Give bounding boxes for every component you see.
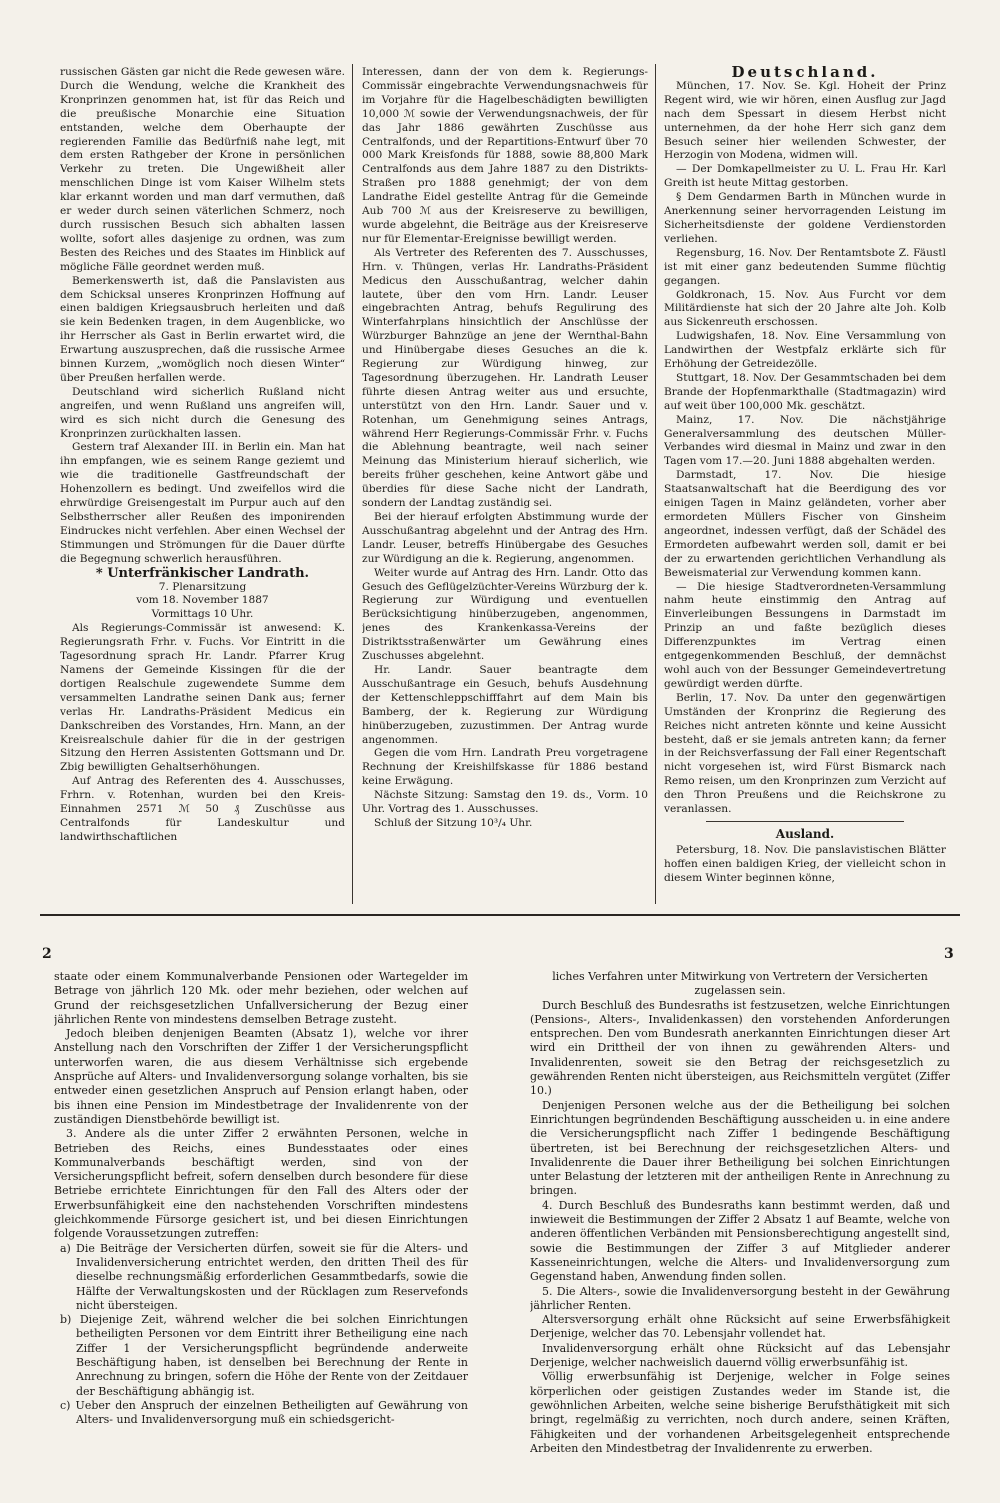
paragraph: Goldkronach, 15. Nov. Aus Furcht vor dem Militärdienste hat sich der 20 Jahre alte Joh. Kolb aus Sickenreuth erschossen. bbox=[664, 288, 946, 329]
session-time: Vormittags 10 Uhr. bbox=[151, 608, 254, 621]
paragraph: Schluß der Sitzung 10³/₄ Uhr. bbox=[374, 816, 533, 829]
section-heading-deutschland: Deutschland. bbox=[731, 66, 879, 81]
bottom-left-page bbox=[54, 970, 468, 1482]
paragraph: Ludwigshafen, 18. Nov. Eine Versammlung von Landwirthen der Westpfalz erklärte sich für Erhöhung der Getreidezölle. bbox=[664, 330, 946, 371]
list-item: a) Die Beiträge der Versicherten dürfen, soweit sie für die Alters- und Invalidenversicherung entrichtet werden, den dritten Theil des für dieselbe rechnungsmäßig erforderlichen Gesammtbedarfs, sowie die Hälfte der Verwaltungskosten und der Rücklagen zum Reservefonds nicht übersteigen. bbox=[60, 1241, 468, 1312]
paragraph: 4. Durch Beschluß des Bundesraths kann bestimmt werden, daß und inwieweit die Bestimmungen der Ziffer 2 Absatz 1 auf Beamte, welche von anderen öffentlichen Verbänden mit Pensionsberechtigung angestellt sind, sowie die Bestimmungen der Ziffer 3 auf Mitglieder anderer Kasseneinrichtungen, welche die Alters- und Invalidenversorgung zum Gegenstand haben, Anwendung finden sollen. bbox=[530, 1198, 950, 1284]
section-divider bbox=[706, 821, 903, 822]
top-column-3 bbox=[664, 66, 946, 912]
paragraph: Denjenigen Personen welche aus der die Betheiligung bei solchen Einrichtungen begründenden Beschäftigung ausscheiden u. in eine andere die Versicherungspflicht nach Ziffer 1 bedingende Beschäftigung übertreten, ist bei Berechnung der reichsgesetzlichen Alters- und Invalidenrente die Dauer ihrer Betheiligung bei solchen Einrichtungen unter Belastung der letzteren mit der antheiligen Rente in Anrechnung zu bringen. bbox=[530, 1098, 950, 1198]
paragraph: Darmstadt, 17. Nov. Die hiesige Staatsanwaltschaft hat die Beerdigung des vor einigen Tagen in Mainz geländeten, vorher aber ermordeten Müllers Fischer von Ginsheim angeordnet, indessen verfügt, daß der Schädel des Ermordeten aufbewahrt werden soll, damit er bei der zu erwartenden gerichtlichen Verhandlung als Beweismaterial zur Verwendung kommen kann. bbox=[664, 469, 946, 579]
list-item: c) Ueber den Anspruch der einzelnen Betheiligten auf Gewährung von Alters- und Invalidenversorgung muß ein schiedsgericht- bbox=[60, 1398, 468, 1427]
paragraph: Berlin, 17. Nov. Da unter den gegenwärtigen Umständen der Kronprinz die Regierung des Reiches nicht antreten könnte und keine Aussicht besteht, daß er sie jemals antreten kann; da ferner in der Reichsverfassung der Fall einer Regentschaft nicht vorgesehen ist, wird Fürst Bismarck nach Remo reisen, um den Kronprinzen zum Verzicht auf den Thron Preußens und die Reichskrone zu veranlassen. bbox=[664, 691, 946, 816]
session-date: vom 18. November 1887 bbox=[136, 594, 269, 607]
paragraph: staate oder einem Kommunalverbande Pensionen oder Wartegelder im Betrage von jährlich 120 Mk. oder mehr beziehen, oder welchen auf Grund der reichsgesetzlichen Unfallversicherung der Bezug einer jährlichen Rente von mindestens demselben Betrage zusteht. bbox=[54, 970, 468, 1026]
page-divider bbox=[40, 914, 960, 916]
column-divider bbox=[655, 64, 656, 904]
paragraph: 5. Die Alters-, sowie die Invalidenversorgung besteht in der Gewährung jährlicher Renten. bbox=[530, 1284, 950, 1312]
paragraph: Bei der hierauf erfolgten Abstimmung wurde der Ausschußantrag abgelehnt und der Antrag des Hrn. Landr. Leuser, betreffs Hinübergabe des Gesuches zur Würdigung an die k. Regierung, angenommen. bbox=[362, 511, 648, 565]
session-number: 7. Plenarsitzung bbox=[158, 580, 247, 593]
paragraph: Regensburg, 16. Nov. Der Rentamtsbote Z. Fäustl ist mit einer ganz bedeutenden Summe flüchtig gegangen. bbox=[664, 246, 946, 287]
paragraph: russischen Gästen gar nicht die Rede gewesen wäre. Durch die Wendung, welche die Krankheit des Kronprinzen genommen hat, ist für das Reich und die preußische Monarchie eine Situation entstanden, welche dem Oberhaupte der regierenden Familie das Bedürfniß nahe legt, mit dem ersten Rathgeber der Krone in persönlichen Verkehr zu treten. Die Ungewißheit aller menschlichen Dinge ist vom Kaiser Wilhelm stets klar erkannt worden und man darf vermuthen, daß er weder durch seinen väterlichen Schmerz, noch durch russischen Besuch sich abhalten lassen wollte, sofort alles dasjenige zu ordnen, was zum Besten des Reiches und des Staates im Hinblick auf mögliche Fälle geordnet werden muß. bbox=[60, 66, 345, 273]
paragraph: 3. Andere als die unter Ziffer 2 erwähnten Personen, welche in Betrieben des Reichs, eines Bundesstaates oder eines Kommunalverbands beschäftigt werden, sind von der Versicherungspflicht befreit, sofern denselben durch besondere für diese Betriebe errichtete Einrichtungen für den Fall des Alters oder der Erwerbsunfähigkeit eine den nachstehenden Vorschriften mindestens gleichkommende Fürsorge gesichert ist, und bei diesen Einrichtungen folgende Voraussetzungen zutreffen: bbox=[54, 1127, 468, 1241]
paragraph: Als Vertreter des Referenten des 7. Ausschusses, Hrn. v. Thüngen, verlas Hr. Landraths-Präsident Medicus den Ausschußantrag, welcher dahin lautete, über den vom Hrn. Landr. Leuser eingebrachten Antrag, behufs Regulirung des Winterfahrplans hinsichtlich der Anschlüsse der Würzburger Bahnzüge an jene der Wernthal-Bahn und Hinübergabe dieses Gesuches an die k. Regierung zur Würdigung hinweg, zur Tagesordnung überzugehen. Hr. Landrath Leuser führte diesen Antrag weiter aus und ersuchte, unterstützt von den Hrn. Landr. Sauer und v. Rotenhan, um Genehmigung seines Antrags, während Herr Regierungs-Commissär Frhr. v. Fuchs die Ablehnung beantragte, weil nach seiner Meinung das Ministerium hierauf sicherlich, wie bereits früher geschehen, keine Antwort gäbe und überdies für diese Sache nicht der Landrath, sondern der Landtag zuständig sei. bbox=[362, 246, 648, 510]
paragraph: Durch Beschluß des Bundesraths ist festzusetzen, welche Einrichtungen (Pensions-, Alters-, Invalidenkassen) den vorstehenden Anforderungen entsprechen. Den vom Bundesrath anerkannten Einrichtungen dieser Art wird ein Drittheil der von ihnen zu gewährenden Alters- und Invalidenrenten, soweit sie den Betrag der reichsgesetzlich zu gewährenden Renten nicht übersteigen, aus Reichsmitteln vergütet (Ziffer 10.) bbox=[530, 998, 950, 1098]
paragraph: Stuttgart, 18. Nov. Der Gesammtschaden bei dem Brande der Hopfenmarkthalle (Stadtmagazin) wird auf weit über 100,000 Mk. geschätzt. bbox=[664, 371, 946, 412]
page-number-right: 3 bbox=[944, 946, 954, 962]
paragraph: Altersversorgung erhält ohne Rücksicht auf seine Erwerbsfähigkeit Derjenige, welcher das 70. Lebensjahr vollendet hat. bbox=[530, 1313, 950, 1341]
paragraph: Invalidenversorgung erhält ohne Rücksicht auf das Lebensjahr Derjenige, welcher nachweislich dauernd völlig erwerbsunfähig ist. bbox=[530, 1341, 950, 1370]
section-heading-ausland: Ausland. bbox=[775, 826, 835, 841]
paragraph: Gestern traf Alexander III. in Berlin ein. Man hat ihn empfangen, wie es seinem Range geziemt und wie die traditionelle Gastfreundschaft der Hohenzollern es bedingt. Und zweifellos wird die ehrwürdige Greisengestalt im Purpur auch auf den Selbstherrscher aller Reußen des imponirenden Eindruckes nicht verfehlen. Aber einen Wechsel der Stimmungen und Strömungen für die Dauer dürfte die Begegnung schwerlich herausführen. bbox=[60, 441, 345, 565]
paragraph: Auf Antrag des Referenten des 4. Ausschusses, Frhrn. v. Rotenhan, wurden bei den Kreis-Einnahmen 2571 ℳ 50 ₰ Zuschüsse aus Centralfonds für Landeskultur und landwirthschaftlichen bbox=[60, 775, 345, 843]
paragraph: Völlig erwerbsunfähig ist Derjenige, welcher in Folge seines körperlichen oder geistigen Zustandes weder im Stande ist, die gewöhnlichen Arbeiten, welche seine bisherige Berufsthätigkeit mit sich bringt, regelmäßig zu verrichten, noch durch andere, seinen Kräften, Fähigkeiten und der vorhandenen Arbeitsgelegenheit entsprechende Arbeiten den Mindestbetrag der Invalidenrente zu erwerben. bbox=[530, 1370, 950, 1455]
paragraph: — Die hiesige Stadtverordneten-Versammlung nahm heute einstimmig den Antrag auf Einverleibungen Bessungens in Darmstadt im Prinzip an und faßte bezüglich dieses Differenzpunktes im Vertrag einen entgegenkommenden Beschluß, der demnächst wohl auch von der Bessunger Gemeindevertretung gewürdigt werden dürfte. bbox=[664, 580, 946, 690]
paragraph: Mainz, 17. Nov. Die nächstjährige Generalversammlung des deutschen Müller-Verbandes wird diesmal in Mainz und zwar in den Tagen vom 17.—20. Juni 1888 abgehalten werden. bbox=[664, 413, 946, 468]
list-item: b) Diejenige Zeit, während welcher die bei solchen Einrichtungen betheiligten Personen vor dem Eintritt ihrer Betheiligung eine nach Ziffer 1 der Versicherungspflicht begründende anderweite Beschäftigung haben, ist denselben bei Berechnung der Rente in Anrechnung zu bringen, sofern die Höhe der Rente von der Zeitdauer der Beschäftigung abhängig ist. bbox=[60, 1313, 468, 1398]
section-heading-landrath: * Unterfränkischer Landrath. bbox=[95, 565, 310, 581]
paragraph: § Dem Gendarmen Barth in München wurde in Anerkennung seiner hervorragenden Leistung im Sicherheitsdienste der goldene Verdienstorden verliehen. bbox=[664, 191, 946, 245]
paragraph: Bemerkenswerth ist, daß die Panslavisten aus dem Schicksal unseres Kronprinzen Hoffnung auf einen baldigen Kriegsausbruch herleiten und daß sie kein Bedenken tragen, in dem Augenblicke, wo ihr Herrscher als Gast in Berlin erwartet wird, die Erwartung auszusprechen, daß die russische Armee binnen Kurzem, „womöglich noch diesen Winter“ über Preußen herfallen werde. bbox=[60, 274, 345, 384]
paragraph: Als Regierungs-Commissär ist anwesend: K. Regierungsrath Frhr. v. Fuchs. Vor Eintritt in die Tagesordnung sprach Hr. Landr. Pfarrer Krug Namens der Gemeinde Kissingen für die der dortigen Realschule zugewendete Summe dem versammelten Landrathe seinen Dank aus; ferner verlas Hr. Landraths-Präsident Medicus ein Dankschreiben des Vorstandes, Hrn. Mann, an der Kreisrealschule dahier für die in der gestrigen Sitzung den Herren Assistenten Gottsmann und Dr. Zbig bewilligten Gehaltserhöhungen. bbox=[60, 622, 345, 774]
paragraph: Weiter wurde auf Antrag des Hrn. Landr. Otto das Gesuch des Geflügelzüchter-Vereins Würzburg der k. Regierung zur Würdigung und eventuellen Berücksichtigung hinüberzugeben, angenommen, jenes des Krankenkassa-Vereins der Distriktsstraßenwärter um Gewährung eines Zuschusses abgelehnt. bbox=[362, 566, 648, 663]
paragraph: Petersburg, 18. Nov. Die panslavistischen Blätter hoffen einen baldigen Krieg, der vielleicht schon in diesem Winter beginnen könne, bbox=[664, 843, 946, 884]
bottom-right-page bbox=[530, 970, 950, 1482]
paragraph: Hr. Landr. Sauer beantragte dem Ausschußantrage ein Gesuch, behufs Ausdehnung der Kettenschleppschifffahrt auf dem Main bis Bamberg, der k. Regierung zur Würdigung hinüberzugeben, zuzustimmen. Der Antrag wurde angenommen. bbox=[362, 663, 648, 746]
paragraph: Nächste Sitzung: Samstag den 19. ds., Vorm. 10 Uhr. Vortrag des 1. Ausschusses. bbox=[362, 789, 648, 816]
paragraph: Interessen, dann der von dem k. Regierungs-Commissär eingebrachte Verwendungsnachweis für im Vorjahre für die Hagelbeschädigten bewilligten 10,000 ℳ sowie der Verwendungsnachweis, der für das Jahr 1886 gewährten Zuschüsse aus Centralfonds, und der Repartitions-Entwurf über 70 000 Mark Kreisfonds für 1888, sowie 88,800 Mark Centralfonds aus dem Jahre 1887 zu den Distrikts-Straßen pro 1888 genehmigt; der von dem Landrathe Eidel gestellte Antrag für die Gemeinde Aub 700 ℳ aus der Kreisreserve zu bewilligen, wurde abgelehnt, die Beiträge aus der Kreisreserve nur für Elementar-Ereignisse bewilligt werden. bbox=[362, 66, 648, 245]
page-number-left: 2 bbox=[42, 946, 52, 962]
top-column-2 bbox=[362, 66, 648, 912]
paragraph: — Der Domkapellmeister zu U. L. Frau Hr. Karl Greith ist heute Mittag gestorben. bbox=[664, 163, 946, 190]
paragraph: München, 17. Nov. Se. Kgl. Hoheit der Prinz Regent wird, wie wir hören, einen Ausflug zur Jagd nach dem Spessart in diesem Herbst nicht unternehmen, da der hohe Herr sich ganz dem Besuch seiner hier weilenden Schwester, der Herzogin von Modena, widmen will. bbox=[664, 79, 946, 162]
top-column-1 bbox=[60, 66, 345, 912]
paragraph: liches Verfahren unter Mitwirkung von Vertretern der Versicherten zugelassen sein. bbox=[552, 970, 928, 998]
column-divider bbox=[352, 64, 353, 904]
paragraph: Gegen die vom Hrn. Landrath Preu vorgetragene Rechnung der Kreishilfskasse für 1886 bestand keine Erwägung. bbox=[362, 747, 648, 788]
paragraph: Jedoch bleiben denjenigen Beamten (Absatz 1), welche vor ihrer Anstellung nach den Vorschriften der Ziffer 1 der Versicherungspflicht unterworfen waren, die aus diesem Verhältnisse sich ergebende Ansprüche auf Alters- und Invalidenversorgung solange vorhalten, bis sie entweder einen gesetzlichen Anspruch auf Pension erlangt haben, oder bis ihnen eine Pension im Mindestbetrage der Invalidenrente von der zuständigen Dienstbehörde bewilligt ist. bbox=[54, 1027, 468, 1126]
paragraph: Deutschland wird sicherlich Rußland nicht angreifen, und wenn Rußland uns angreifen will, wird es sich nicht durch die Genesung des Kronprinzen zurückhalten lassen. bbox=[60, 385, 345, 440]
